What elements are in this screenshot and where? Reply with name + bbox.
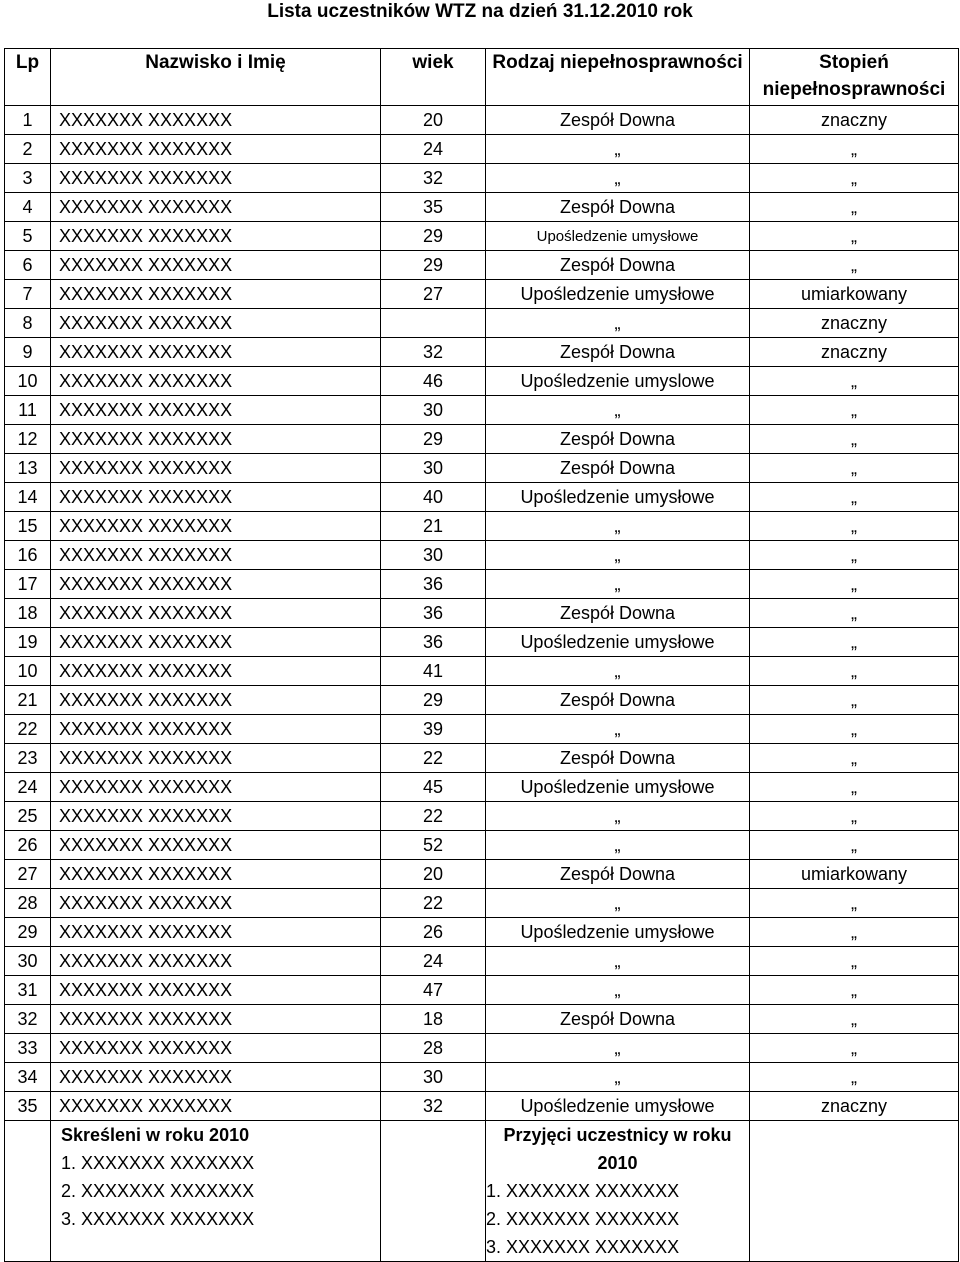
header-type: Rodzaj niepełnosprawności [486, 49, 750, 106]
removed-list [61, 1149, 380, 1233]
row-degree: „ [750, 947, 959, 976]
header-degree: Stopień niepełnosprawności [750, 49, 959, 106]
row-age: 27 [381, 280, 486, 309]
row-degree: „ [750, 367, 959, 396]
row-lp: 21 [5, 686, 51, 715]
row-lp: 33 [5, 1034, 51, 1063]
row-lp: 13 [5, 454, 51, 483]
row-type: Upośledzenie umysłowe [486, 773, 750, 802]
table-row [5, 338, 959, 367]
table-row [5, 222, 959, 251]
table-row [5, 106, 959, 135]
row-type: „ [486, 135, 750, 164]
row-type: „ [486, 309, 750, 338]
table-row [5, 164, 959, 193]
row-type: Zespół Downa [486, 106, 750, 135]
row-degree: „ [750, 222, 959, 251]
row-degree: „ [750, 802, 959, 831]
row-lp: 3 [5, 164, 51, 193]
row-lp: 9 [5, 338, 51, 367]
header-name: Nazwisko i Imię [51, 49, 381, 106]
admitted-list-item: 2. XXXXXXX XXXXXXX [486, 1209, 680, 1229]
row-lp: 31 [5, 976, 51, 1005]
row-name: XXXXXXX XXXXXXX [51, 657, 381, 686]
row-degree: „ [750, 744, 959, 773]
row-degree: „ [750, 541, 959, 570]
row-name: XXXXXXX XXXXXXX [51, 280, 381, 309]
row-name: XXXXXXX XXXXXXX [51, 802, 381, 831]
row-age: 24 [381, 135, 486, 164]
row-lp: 23 [5, 744, 51, 773]
row-degree: „ [750, 454, 959, 483]
removed-list-item: 1. XXXXXXX XXXXXXX [61, 1153, 255, 1173]
row-age: 41 [381, 657, 486, 686]
row-type: „ [486, 164, 750, 193]
row-type: Zespół Downa [486, 1005, 750, 1034]
row-lp: 28 [5, 889, 51, 918]
row-degree: „ [750, 483, 959, 512]
row-degree: „ [750, 831, 959, 860]
row-name: XXXXXXX XXXXXXX [51, 947, 381, 976]
removed-heading: Skreśleni w roku 2010 [61, 1125, 250, 1145]
table-row [5, 802, 959, 831]
row-degree: umiarkowany [750, 860, 959, 889]
row-age: 22 [381, 744, 486, 773]
row-type: Zespół Downa [486, 744, 750, 773]
admitted-list-item: 1. XXXXXXX XXXXXXX [486, 1181, 680, 1201]
table-row [5, 280, 959, 309]
row-degree: „ [750, 715, 959, 744]
table-row [5, 947, 959, 976]
row-name: XXXXXXX XXXXXXX [51, 193, 381, 222]
row-age [381, 309, 486, 338]
row-type: Zespół Downa [486, 599, 750, 628]
row-lp: 10 [5, 657, 51, 686]
row-name: XXXXXXX XXXXXXX [51, 454, 381, 483]
row-name: XXXXXXX XXXXXXX [51, 251, 381, 280]
row-age: 39 [381, 715, 486, 744]
table-row [5, 715, 959, 744]
row-name: XXXXXXX XXXXXXX [51, 1005, 381, 1034]
row-name: XXXXXXX XXXXXXX [51, 1063, 381, 1092]
row-name: XXXXXXX XXXXXXX [51, 976, 381, 1005]
row-degree: „ [750, 599, 959, 628]
row-lp: 19 [5, 628, 51, 657]
row-lp: 4 [5, 193, 51, 222]
header-age: wiek [381, 49, 486, 106]
row-age: 24 [381, 947, 486, 976]
table-row [5, 599, 959, 628]
row-degree: „ [750, 164, 959, 193]
row-age: 28 [381, 1034, 486, 1063]
row-name: XXXXXXX XXXXXXX [51, 570, 381, 599]
row-lp: 25 [5, 802, 51, 831]
row-lp: 34 [5, 1063, 51, 1092]
table-row [5, 193, 959, 222]
row-age: 35 [381, 193, 486, 222]
table-row [5, 396, 959, 425]
row-type: „ [486, 657, 750, 686]
table-row [5, 570, 959, 599]
page-title: Lista uczestników WTZ na dzień 31.12.2010 rok [267, 1, 693, 22]
row-type: Zespół Downa [486, 686, 750, 715]
row-name: XXXXXXX XXXXXXX [51, 599, 381, 628]
table-row [5, 483, 959, 512]
row-age: 22 [381, 889, 486, 918]
row-name: XXXXXXX XXXXXXX [51, 135, 381, 164]
row-age: 30 [381, 454, 486, 483]
row-age: 36 [381, 599, 486, 628]
admitted-section [486, 1121, 750, 1262]
row-name: XXXXXXX XXXXXXX [51, 425, 381, 454]
table-row [5, 1034, 959, 1063]
row-name: XXXXXXX XXXXXXX [51, 715, 381, 744]
row-name: XXXXXXX XXXXXXX [51, 222, 381, 251]
table-row [5, 976, 959, 1005]
removed-section [51, 1121, 381, 1262]
row-degree: znaczny [750, 1092, 959, 1121]
row-lp: 5 [5, 222, 51, 251]
row-type: „ [486, 541, 750, 570]
table-row [5, 1005, 959, 1034]
row-degree: „ [750, 135, 959, 164]
row-degree: „ [750, 976, 959, 1005]
table-row [5, 918, 959, 947]
row-age: 36 [381, 628, 486, 657]
row-name: XXXXXXX XXXXXXX [51, 686, 381, 715]
admitted-list [486, 1177, 749, 1261]
row-age: 26 [381, 918, 486, 947]
row-name: XXXXXXX XXXXXXX [51, 744, 381, 773]
row-lp: 30 [5, 947, 51, 976]
row-age: 32 [381, 164, 486, 193]
row-type: Zespół Downa [486, 860, 750, 889]
row-degree: „ [750, 686, 959, 715]
row-lp: 35 [5, 1092, 51, 1121]
summary-row [5, 1121, 959, 1262]
row-name: XXXXXXX XXXXXXX [51, 483, 381, 512]
row-name: XXXXXXX XXXXXXX [51, 106, 381, 135]
row-degree: znaczny [750, 338, 959, 367]
row-type: Upośledzenie umyslowe [486, 367, 750, 396]
table-row [5, 657, 959, 686]
row-lp: 18 [5, 599, 51, 628]
row-name: XXXXXXX XXXXXXX [51, 396, 381, 425]
row-degree: „ [750, 889, 959, 918]
row-type: Upośledzenie umysłowe [486, 628, 750, 657]
row-age: 47 [381, 976, 486, 1005]
row-age: 29 [381, 251, 486, 280]
header-lp: Lp [5, 49, 51, 106]
row-lp: 16 [5, 541, 51, 570]
row-type: „ [486, 570, 750, 599]
row-name: XXXXXXX XXXXXXX [51, 860, 381, 889]
row-degree: „ [750, 193, 959, 222]
summary-age-cell [381, 1121, 486, 1262]
row-age: 29 [381, 686, 486, 715]
row-lp: 8 [5, 309, 51, 338]
row-name: XXXXXXX XXXXXXX [51, 628, 381, 657]
table-row [5, 1063, 959, 1092]
table-row [5, 889, 959, 918]
row-type: Upośledzenie umysłowe [486, 918, 750, 947]
row-lp: 1 [5, 106, 51, 135]
row-type: „ [486, 715, 750, 744]
row-age: 36 [381, 570, 486, 599]
row-lp: 10 [5, 367, 51, 396]
row-degree: „ [750, 570, 959, 599]
row-name: XXXXXXX XXXXXXX [51, 164, 381, 193]
row-type: Zespół Downa [486, 193, 750, 222]
row-age: 40 [381, 483, 486, 512]
table-row [5, 454, 959, 483]
row-age: 46 [381, 367, 486, 396]
row-age: 18 [381, 1005, 486, 1034]
row-degree: „ [750, 251, 959, 280]
row-lp: 26 [5, 831, 51, 860]
removed-list-item: 2. XXXXXXX XXXXXXX [61, 1181, 255, 1201]
row-lp: 6 [5, 251, 51, 280]
row-lp: 2 [5, 135, 51, 164]
row-lp: 12 [5, 425, 51, 454]
removed-list-item: 3. XXXXXXX XXXXXXX [61, 1209, 255, 1229]
row-age: 20 [381, 860, 486, 889]
table-row [5, 773, 959, 802]
admitted-list-item: 3. XXXXXXX XXXXXXX [486, 1237, 680, 1257]
row-degree: „ [750, 657, 959, 686]
row-degree: „ [750, 918, 959, 947]
row-name: XXXXXXX XXXXXXX [51, 831, 381, 860]
table-header-row [5, 49, 959, 106]
row-type: „ [486, 1063, 750, 1092]
row-lp: 15 [5, 512, 51, 541]
row-age: 21 [381, 512, 486, 541]
row-type: Upośledzenie umysłowe [486, 222, 750, 251]
row-lp: 14 [5, 483, 51, 512]
table-row [5, 831, 959, 860]
row-age: 22 [381, 802, 486, 831]
row-lp: 24 [5, 773, 51, 802]
row-type: Upośledzenie umysłowe [486, 1092, 750, 1121]
summary-degree-cell [750, 1121, 959, 1262]
row-degree: znaczny [750, 309, 959, 338]
row-degree: znaczny [750, 106, 959, 135]
row-name: XXXXXXX XXXXXXX [51, 1092, 381, 1121]
table-row [5, 512, 959, 541]
row-degree: „ [750, 773, 959, 802]
row-degree: „ [750, 1063, 959, 1092]
row-degree: „ [750, 1005, 959, 1034]
row-type: „ [486, 1034, 750, 1063]
row-age: 45 [381, 773, 486, 802]
row-degree: „ [750, 425, 959, 454]
table-row [5, 541, 959, 570]
row-degree: „ [750, 1034, 959, 1063]
row-lp: 32 [5, 1005, 51, 1034]
table-body [5, 106, 959, 1121]
row-degree: „ [750, 628, 959, 657]
row-name: XXXXXXX XXXXXXX [51, 309, 381, 338]
row-lp: 27 [5, 860, 51, 889]
row-type: Zespół Downa [486, 338, 750, 367]
row-age: 30 [381, 541, 486, 570]
table-row [5, 860, 959, 889]
row-name: XXXXXXX XXXXXXX [51, 773, 381, 802]
table-row [5, 1092, 959, 1121]
table-row [5, 425, 959, 454]
row-type: Zespół Downa [486, 454, 750, 483]
row-type: Zespół Downa [486, 251, 750, 280]
row-type: „ [486, 396, 750, 425]
row-age: 32 [381, 1092, 486, 1121]
row-lp: 22 [5, 715, 51, 744]
row-lp: 17 [5, 570, 51, 599]
admitted-heading: Przyjęci uczestnicy w roku 2010 [503, 1125, 732, 1173]
row-degree: umiarkowany [750, 280, 959, 309]
row-type: „ [486, 512, 750, 541]
row-degree: „ [750, 512, 959, 541]
row-age: 29 [381, 222, 486, 251]
row-name: XXXXXXX XXXXXXX [51, 512, 381, 541]
row-age: 20 [381, 106, 486, 135]
row-age: 30 [381, 1063, 486, 1092]
row-name: XXXXXXX XXXXXXX [51, 1034, 381, 1063]
row-type: „ [486, 889, 750, 918]
row-name: XXXXXXX XXXXXXX [51, 367, 381, 396]
row-type: „ [486, 831, 750, 860]
participants-table [4, 48, 959, 1262]
table-row [5, 628, 959, 657]
row-type: Zespół Downa [486, 425, 750, 454]
row-age: 52 [381, 831, 486, 860]
table-row [5, 135, 959, 164]
table-row [5, 686, 959, 715]
row-age: 32 [381, 338, 486, 367]
row-age: 30 [381, 396, 486, 425]
row-lp: 11 [5, 396, 51, 425]
row-lp: 29 [5, 918, 51, 947]
row-degree: „ [750, 396, 959, 425]
summary-lp-cell [5, 1121, 51, 1262]
row-type: Upośledzenie umysłowe [486, 280, 750, 309]
table-row [5, 251, 959, 280]
row-name: XXXXXXX XXXXXXX [51, 541, 381, 570]
row-age: 29 [381, 425, 486, 454]
row-type: „ [486, 947, 750, 976]
row-type: Upośledzenie umysłowe [486, 483, 750, 512]
table-row [5, 367, 959, 396]
table-row [5, 309, 959, 338]
row-name: XXXXXXX XXXXXXX [51, 338, 381, 367]
row-name: XXXXXXX XXXXXXX [51, 889, 381, 918]
row-lp: 7 [5, 280, 51, 309]
row-name: XXXXXXX XXXXXXX [51, 918, 381, 947]
row-type: „ [486, 802, 750, 831]
row-type: „ [486, 976, 750, 1005]
table-row [5, 744, 959, 773]
